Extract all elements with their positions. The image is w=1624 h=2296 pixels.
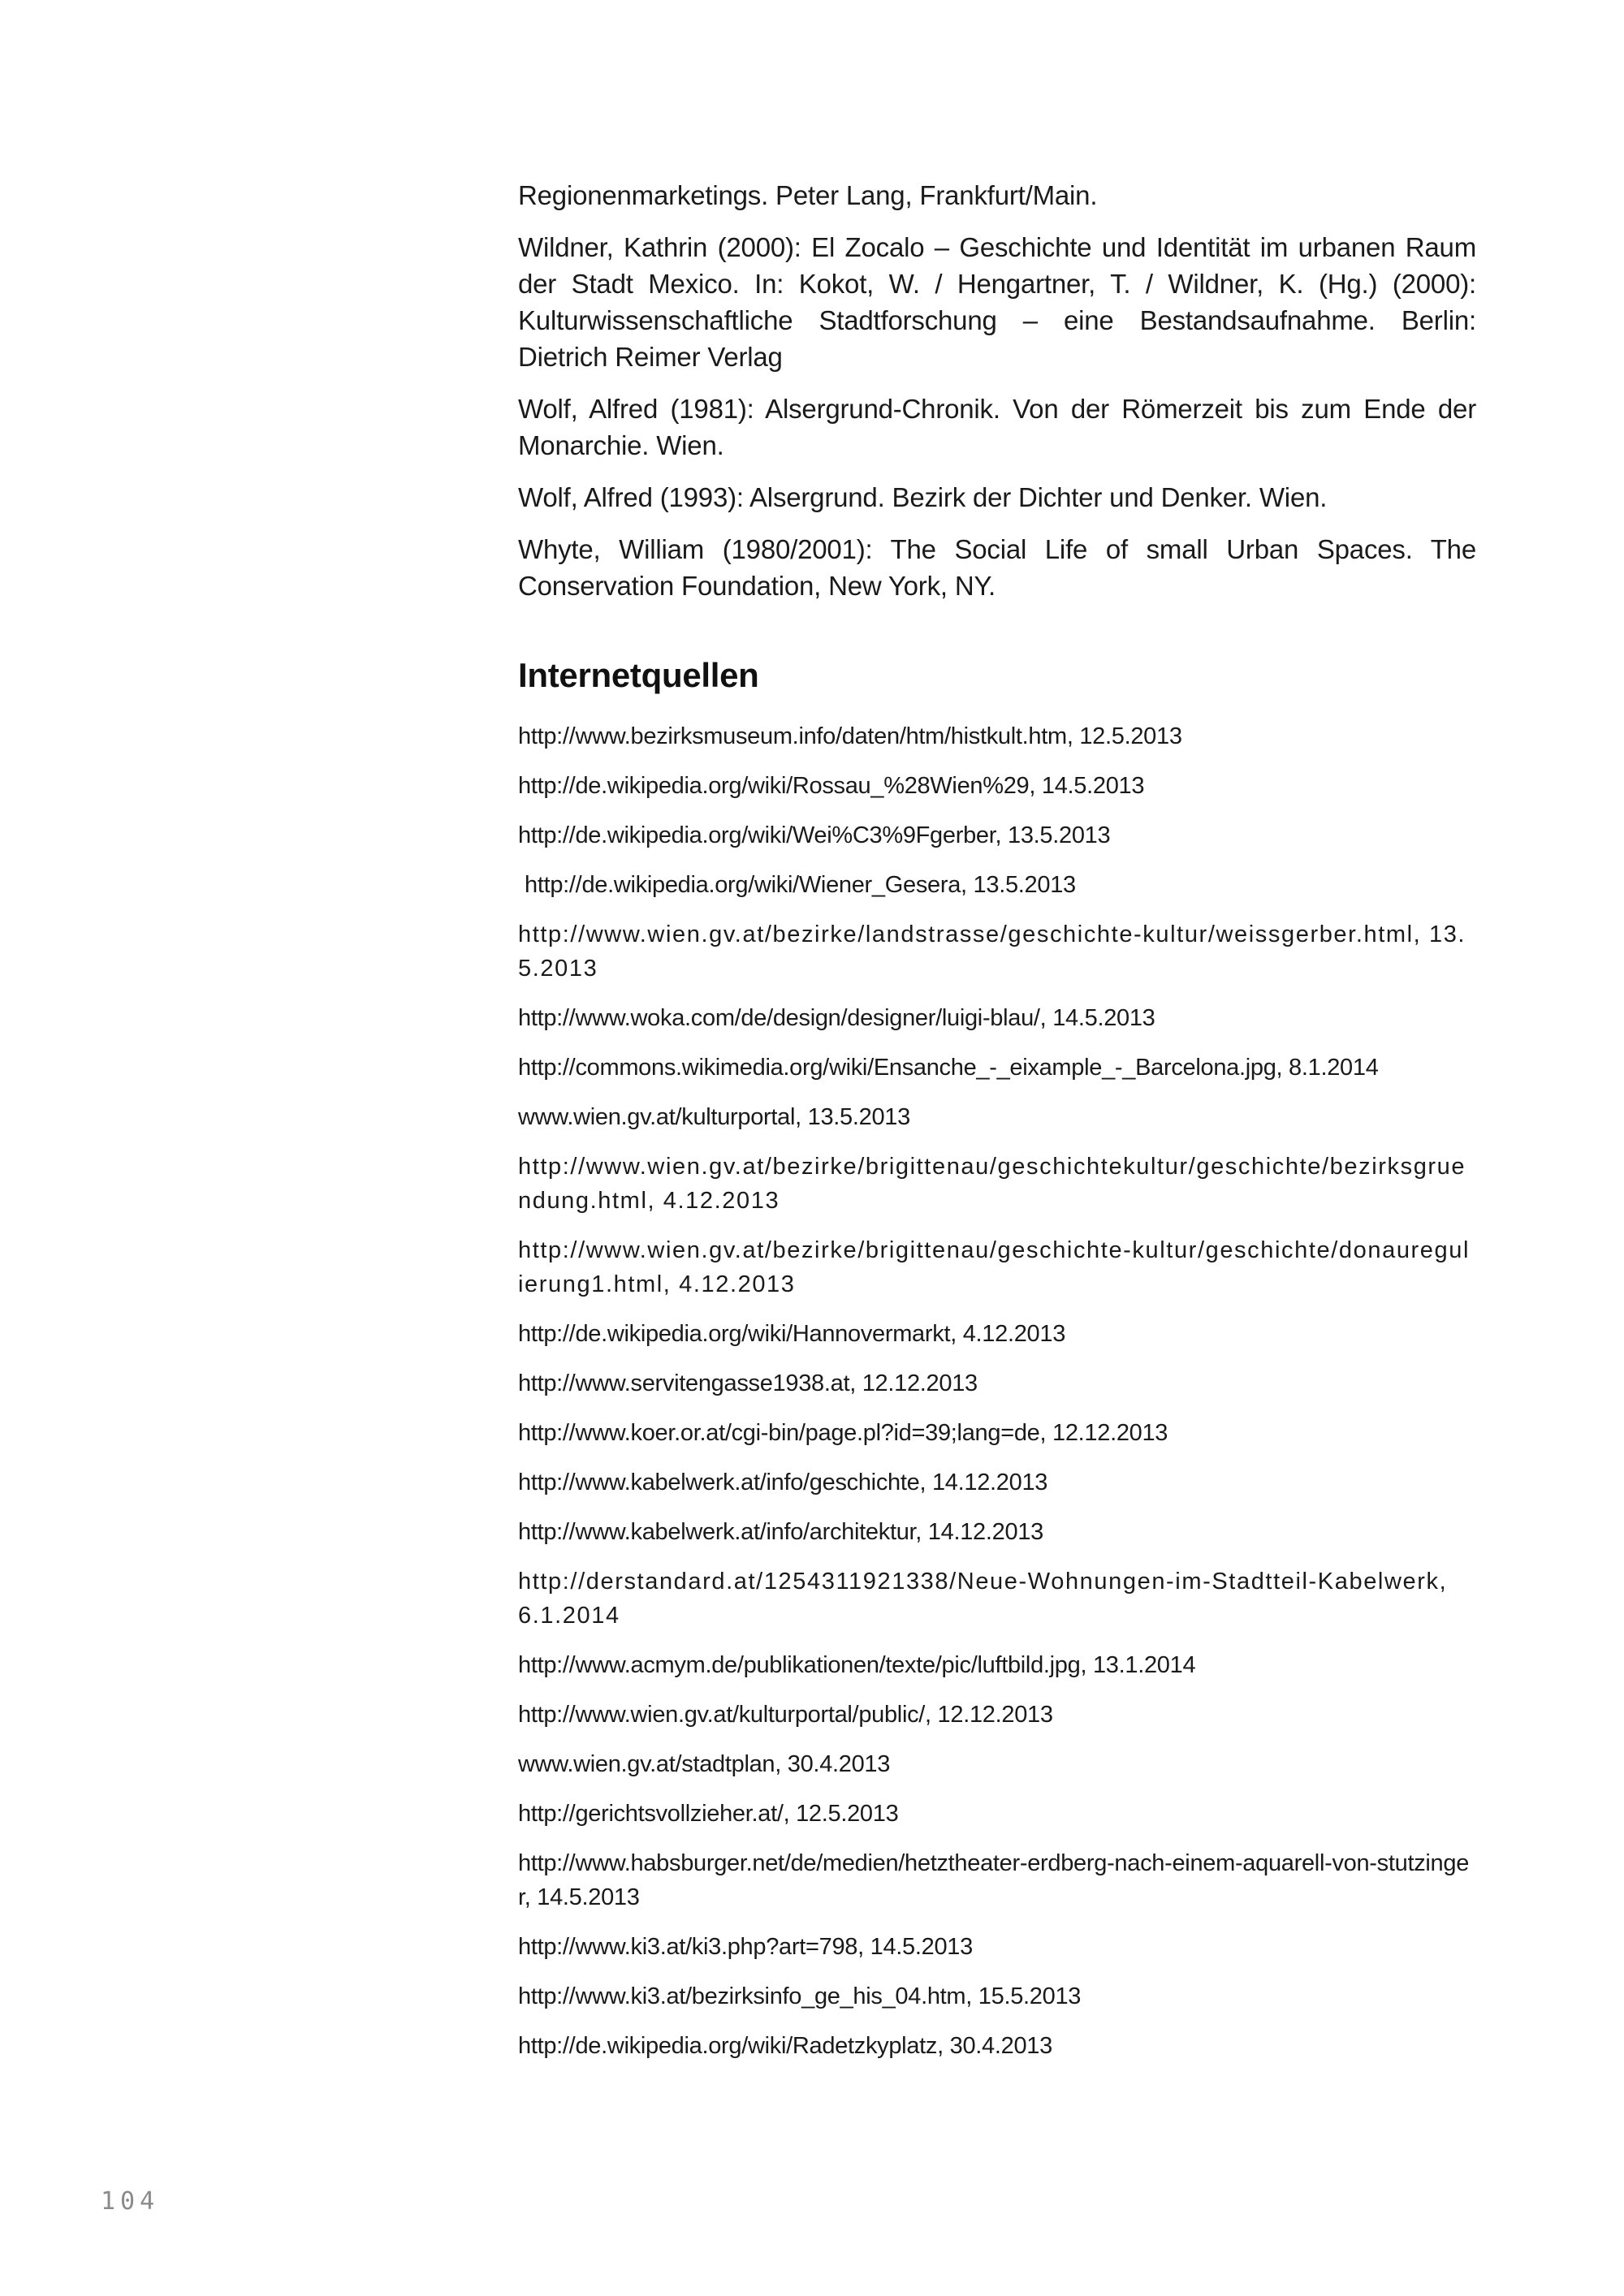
internet-source-item: http://www.woka.com/de/design/designer/luigi-blau/, 14.5.2013	[518, 1005, 1155, 1031]
page-number: 104	[101, 2187, 160, 2216]
internet-source-item: http://www.acmym.de/publikationen/texte/pic/luftbild.jpg, 13.1.2014	[518, 1652, 1196, 1678]
reference-list	[518, 177, 1476, 604]
reference-entry: Whyte, William (1980/2001): The Social Life of small Urban Spaces. The Conservation Foundation, New York, NY.	[518, 534, 1476, 601]
internet-source-item: http://www.wien.gv.at/bezirke/brigittenau/geschichtekultur/geschichte/bezirksgruendung.html, 4.12.2013	[518, 1154, 1466, 1214]
internet-source-item: http://www.bezirksmuseum.info/daten/htm/histkult.htm, 12.5.2013	[518, 723, 1182, 749]
internet-source-item: http://www.koer.or.at/cgi-bin/page.pl?id=39;lang=de, 12.12.2013	[518, 1420, 1168, 1446]
internet-source-item: http://de.wikipedia.org/wiki/Hannovermarkt, 4.12.2013	[518, 1321, 1066, 1347]
internet-source-item: http://www.wien.gv.at/kulturportal/public/, 12.12.2013	[518, 1702, 1053, 1728]
internet-source-item: www.wien.gv.at/kulturportal, 13.5.2013	[518, 1104, 910, 1130]
section-heading-internetquellen: Internetquellen	[518, 656, 759, 694]
internet-source-item: http://commons.wikimedia.org/wiki/Ensanche_-_eixample_-_Barcelona.jpg, 8.1.2014	[518, 1055, 1379, 1081]
internet-source-item: http://gerichtsvollzieher.at/, 12.5.2013	[518, 1801, 899, 1827]
internet-source-item: http://derstandard.at/1254311921338/Neue-Wohnungen-im-Stadtteil-Kabelwerk, 6.1.2014	[518, 1569, 1448, 1629]
internet-source-item: http://www.ki3.at/bezirksinfo_ge_his_04.htm, 15.5.2013	[518, 1983, 1082, 2009]
internet-source-item: http://de.wikipedia.org/wiki/Wei%C3%9Fgerber, 13.5.2013	[518, 822, 1111, 848]
internet-source-item: http://de.wikipedia.org/wiki/Rossau_%28Wien%29, 14.5.2013	[518, 773, 1145, 799]
internet-source-item: http://www.kabelwerk.at/info/geschichte, 14.12.2013	[518, 1470, 1048, 1495]
internet-source-item: http://www.habsburger.net/de/medien/hetztheater-erdberg-nach-einem-aquarell-von-stutzinger, 14.5.2013	[518, 1850, 1470, 1910]
reference-entry: Regionenmarketings. Peter Lang, Frankfurt/Main.	[518, 180, 1098, 210]
internet-source-item: http://www.wien.gv.at/bezirke/landstrasse/geschichte-kultur/weissgerber.html, 13.5.2013	[518, 921, 1466, 982]
internet-source-list	[518, 719, 1476, 2063]
internet-source-item: http://www.wien.gv.at/bezirke/brigittenau/geschichte-kultur/geschichte/donauregulierung1.html, 4.12.2013	[518, 1237, 1471, 1297]
reference-entry: Wolf, Alfred (1993): Alsergrund. Bezirk der Dichter und Denker. Wien.	[518, 482, 1328, 512]
internet-source-item: http://www.kabelwerk.at/info/architektur, 14.12.2013	[518, 1519, 1043, 1545]
internet-source-item: http://de.wikipedia.org/wiki/Radetzkyplatz, 30.4.2013	[518, 2033, 1052, 2059]
internet-source-item: www.wien.gv.at/stadtplan, 30.4.2013	[518, 1751, 891, 1777]
page-content	[518, 177, 1476, 2078]
reference-entry: Wolf, Alfred (1981): Alsergrund-Chronik. Von der Römerzeit bis zum Ende der Monarchie. Wien.	[518, 394, 1476, 460]
reference-entry: Wildner, Kathrin (2000): El Zocalo – Geschichte und Identität im urbanen Raum der Stadt Mexico. In: Kokot, W. / Hengartner, T. / Wildner, K. (Hg.) (2000): Kulturwissenschaftliche Stadtforschung – eine Bestandsaufnahme. Berlin: Dietrich Reimer Verlag	[518, 232, 1476, 372]
internet-source-item: http://de.wikipedia.org/wiki/Wiener_Gesera, 13.5.2013	[525, 872, 1076, 898]
internet-source-item: http://www.servitengasse1938.at, 12.12.2013	[518, 1370, 978, 1396]
internet-source-item: http://www.ki3.at/ki3.php?art=798, 14.5.2013	[518, 1934, 973, 1960]
